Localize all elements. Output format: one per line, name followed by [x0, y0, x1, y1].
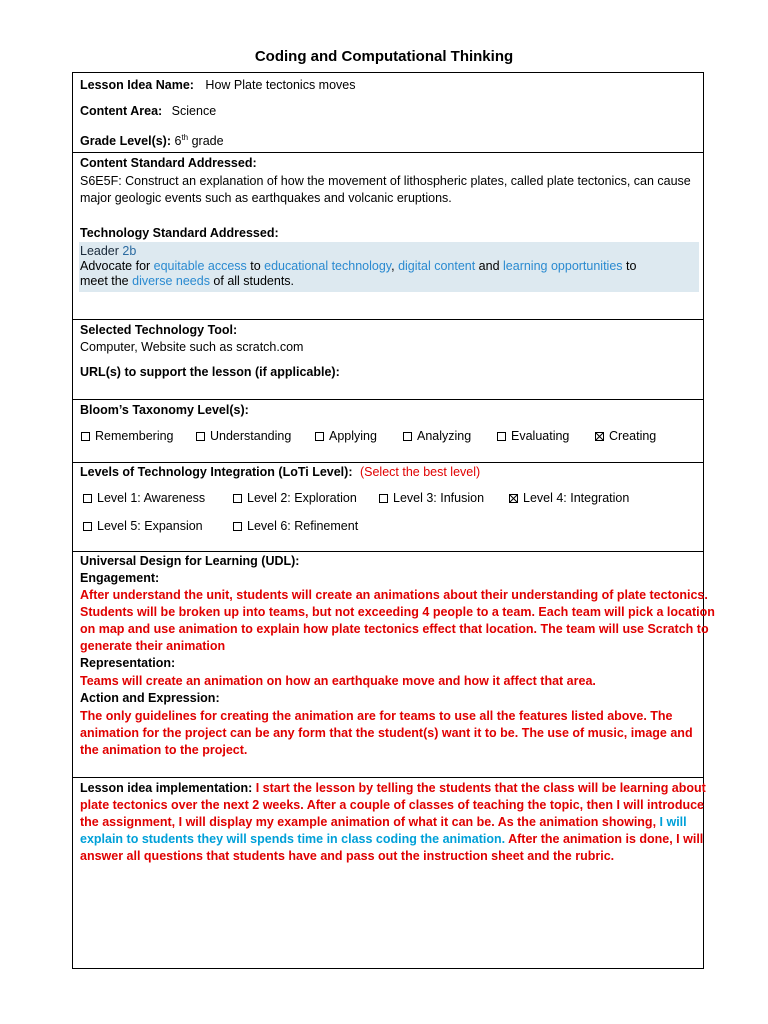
engagement-text-1: After understand the unit, students will create an animations about their understanding of plate tectonics. [80, 588, 708, 602]
lesson-name-value: How Plate tectonics moves [205, 78, 356, 92]
implementation-text-3-highlight: I will [656, 815, 687, 829]
grade-word: grade [191, 134, 224, 149]
action-text-3: the animation to the project. [80, 743, 248, 757]
checked-checkbox-icon[interactable] [509, 494, 518, 503]
blooms-option-applying[interactable] [315, 428, 377, 445]
udl-label: Universal Design for Learning (UDL): [80, 554, 300, 568]
tech-standard-label: Technology Standard Addressed: [80, 226, 279, 240]
content-area-label: Content Area: [80, 104, 163, 118]
option-label: Level 5: Expansion [97, 519, 203, 533]
advocate-text: to [622, 259, 637, 273]
tool-label: Selected Technology Tool: [80, 323, 238, 337]
blooms-section [73, 400, 703, 463]
option-label: Level 3: Infusion [393, 491, 485, 505]
loti-option-4[interactable] [509, 490, 629, 507]
option-label: Evaluating [511, 429, 570, 443]
representation-label: Representation: [80, 656, 176, 670]
option-label: Applying [329, 429, 377, 443]
checkbox-icon[interactable] [233, 522, 242, 531]
implementation-label: Lesson idea implementation: [80, 781, 253, 795]
leader-code: 2b [122, 244, 137, 258]
implementation-text-4: After the animation is done, I will [505, 832, 704, 846]
blooms-option-creating[interactable] [595, 428, 656, 445]
implementation-section [73, 778, 706, 968]
standards-section [73, 153, 703, 320]
advocate-text: and [475, 259, 504, 273]
content-standard-label: Content Standard Addressed: [80, 156, 257, 170]
leader-label: Leader [80, 244, 119, 258]
representation-text: Teams will create an animation on how an earthquake move and how it affect that area. [80, 674, 596, 688]
technology-tool-section [73, 320, 703, 400]
implementation-text-4-highlight: explain to students they will spends time in class coding the animation. [80, 832, 506, 846]
grade-number: 6 [174, 134, 182, 149]
loti-label: Levels of Technology Integration (LoTi Level): [80, 465, 353, 479]
engagement-label: Engagement: [80, 571, 160, 585]
blooms-option-analyzing[interactable] [403, 428, 471, 445]
lesson-info-section [73, 73, 703, 153]
iste-standard-highlight [79, 242, 699, 292]
checkbox-icon[interactable] [81, 432, 90, 441]
advocate-text: to [246, 259, 265, 273]
implementation-text-5: answer all questions that students have and pass out the instruction sheet and the rubric. [80, 849, 615, 863]
action-text-2: animation for the project can be any form that the student(s) want it to be. The use of music, image and [80, 726, 693, 740]
educational-technology-link[interactable]: educational technology [264, 259, 392, 273]
document-title: Coding and Computational Thinking [254, 48, 514, 65]
content-standard-text-1: S6E5F: Construct an explanation of how the movement of lithospheric plates, called plate tectonics, can cause [80, 174, 691, 188]
loti-section [73, 463, 703, 552]
checked-checkbox-icon[interactable] [595, 432, 604, 441]
checkbox-icon[interactable] [196, 432, 205, 441]
digital-content-link[interactable]: digital content [398, 259, 476, 273]
loti-hint: (Select the best level) [359, 465, 481, 479]
loti-option-1[interactable] [83, 490, 205, 507]
content-area-value: Science [171, 104, 217, 118]
url-label: URL(s) to support the lesson (if applicable): [80, 365, 340, 379]
advocate-text: meet the [80, 274, 133, 288]
option-label: Level 6: Refinement [247, 519, 359, 533]
lesson-name-label: Lesson Idea Name: [80, 78, 194, 92]
option-label: Creating [609, 429, 657, 443]
implementation-text-3: the assignment, I will display my example animation of what it can be. As the animation showing, [80, 815, 657, 829]
option-label: Analyzing [417, 429, 472, 443]
content-standard-text-2: major geologic events such as earthquakes and volcanic eruptions. [80, 191, 452, 205]
equitable-access-link[interactable]: equitable access [153, 259, 247, 273]
checkbox-icon[interactable] [497, 432, 506, 441]
implementation-text-2: plate tectonics over the next 2 weeks. After a couple of classes of teaching the topic, then I will introduce [80, 798, 704, 812]
checkbox-icon[interactable] [83, 494, 92, 503]
advocate-text: Advocate for [80, 259, 154, 273]
engagement-text-3: on map and use animation to explain how plate tectonics effect that location. The team will use Scratch to [80, 622, 709, 636]
action-expression-label: Action and Expression: [80, 691, 220, 705]
advocate-line-1 [79, 259, 699, 274]
loti-option-2[interactable] [233, 490, 357, 507]
action-text-1: The only guidelines for creating the animation are for teams to use all the features listed above. The [80, 709, 673, 723]
blooms-label: Bloom’s Taxonomy Level(s): [80, 403, 249, 417]
option-label: Level 2: Exploration [247, 491, 357, 505]
checkbox-icon[interactable] [233, 494, 242, 503]
blooms-option-remembering[interactable] [81, 428, 174, 445]
checkbox-icon[interactable] [403, 432, 412, 441]
advocate-text: of all students. [209, 274, 295, 288]
blooms-option-evaluating[interactable] [497, 428, 569, 445]
lesson-plan-table [72, 72, 715, 969]
grade-suffix: th [181, 133, 189, 142]
engagement-text-4: generate their animation [80, 639, 226, 653]
advocate-text: , [391, 259, 399, 273]
loti-option-6[interactable] [233, 518, 358, 535]
learning-opportunities-link[interactable]: learning opportunities [503, 259, 623, 273]
option-label: Level 4: Integration [523, 491, 630, 505]
checkbox-icon[interactable] [315, 432, 324, 441]
checkbox-icon[interactable] [83, 522, 92, 531]
blooms-option-understanding[interactable] [196, 428, 291, 445]
udl-section [73, 552, 715, 778]
option-label: Understanding [210, 429, 292, 443]
loti-option-5[interactable] [83, 518, 203, 535]
grade-level-label: Grade Level(s): [80, 134, 172, 149]
loti-option-3[interactable] [379, 490, 484, 507]
diverse-needs-link[interactable]: diverse needs [132, 274, 210, 288]
checkbox-icon[interactable] [379, 494, 388, 503]
option-label: Remembering [95, 429, 174, 443]
advocate-line-2 [79, 274, 699, 289]
option-label: Level 1: Awareness [97, 491, 206, 505]
implementation-text-1: I start the lesson by telling the students that the class will be learning about [252, 781, 706, 795]
engagement-text-2: Students will be broken up into teams, but not exceeding 4 people to a team. Each team will pick a location [80, 605, 715, 619]
tool-value: Computer, Website such as scratch.com [80, 340, 304, 354]
